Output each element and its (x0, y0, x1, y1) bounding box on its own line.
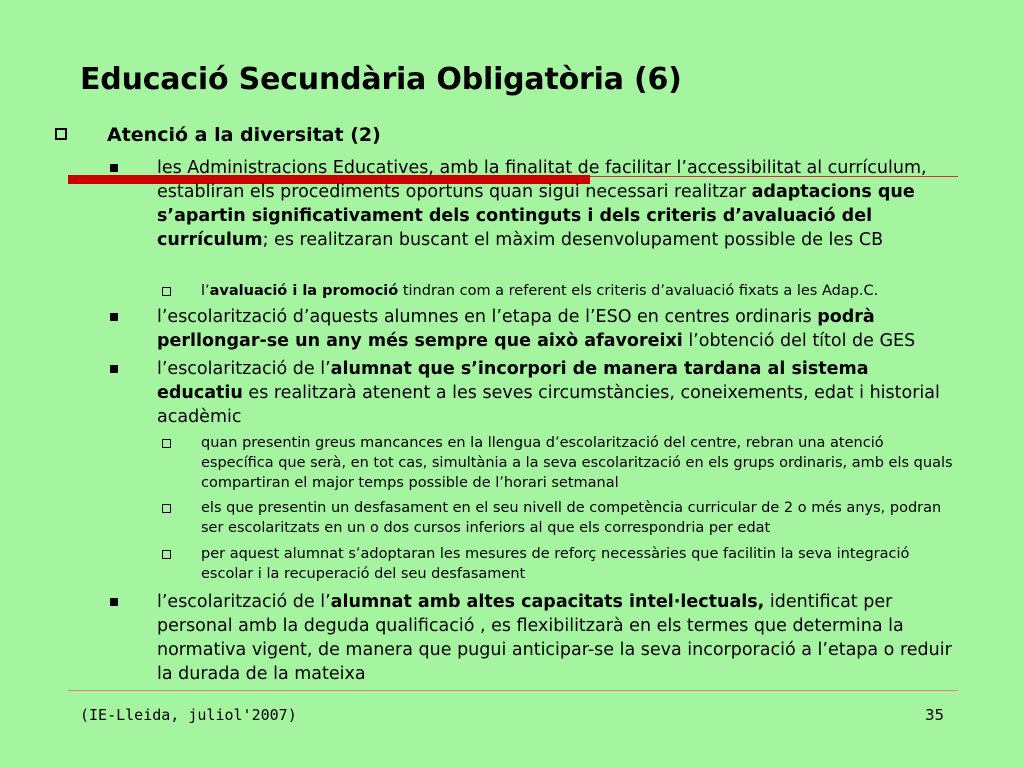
sub-bullet-item (201, 281, 956, 301)
hollow-square-bullet-icon (162, 287, 171, 296)
bullet-item (157, 357, 957, 429)
bullet-bold-text: alumnat que s’incorpori de manera tardana al sistema educatiu (157, 359, 869, 403)
square-bullet-icon (110, 313, 118, 321)
sub-bullet-text: per aquest alumnat s’adoptaran les mesures de reforç necessàries que facilitin la seva integració escolar i la recuperació del seu desfasament (201, 546, 910, 582)
sub-bullet-bold-text: avaluació i la promoció (209, 283, 399, 299)
square-bullet-icon (110, 365, 118, 373)
bullet-text: identificat per personal amb la deguda qualificació , es flexibilitzarà en els termes que determina la normativa vigent, de manera que pugui anticipar-se la seva incorporació a l’etapa o reduir la durada de la mateixa (157, 592, 952, 684)
bullet-text: ; es realitzaran buscant el màxim desenvolupament possible de les CB (262, 230, 884, 250)
sub-bullet-text: l’ (201, 283, 210, 299)
bullet-bold-text: podrà perllongar-se un any més sempre que això afavoreixi (157, 307, 875, 351)
sub-bullet-text: tindran com a referent els criteris d’avaluació fixats a les Adap.C. (398, 283, 879, 299)
sub-bullet-text: els que presentin un desfasament en el seu nivell de competència curricular de 2 o més anys, podran ser escolaritzats en un o dos cursos inferiors al que els correspondria per edat (201, 500, 942, 536)
bullet-bold-text: adaptacions que s’apartin significativament dels continguts i dels criteris d’avaluació del currículum (157, 182, 915, 250)
footer-source: (IE-Lleida, juliol'2007) (80, 706, 297, 724)
square-bullet-icon (110, 164, 118, 172)
bullet-bold-text: alumnat amb altes capacitats intel·lectuals, (330, 592, 765, 612)
square-bullet-icon (110, 598, 118, 606)
bullet-item (157, 590, 957, 686)
hollow-square-bullet-icon (162, 439, 171, 448)
slide-title: Educació Secundària Obligatòria (6) (80, 62, 682, 97)
bullet-text: les Administracions Educatives, amb la finalitat de facilitar l’accessibilitat al currículum, establiran els procediments oportuns quan sigui necessari realitzar (157, 158, 927, 202)
bullet-text: l’escolarització de l’ (157, 359, 331, 379)
sub-bullet-text: quan presentin greus mancances en la llengua d’escolarització del centre, rebran una atenció específica que serà, en tot cas, simultània a la seva escolarització en els grups ordinaris, amb els quals compartiran el major temps possible de l’horari setmanal (201, 435, 953, 491)
heading-text: Atenció a la diversitat (2) (107, 124, 381, 146)
sub-bullet-item (201, 498, 956, 538)
bullet-item (157, 156, 957, 252)
sub-bullet-item (201, 433, 956, 493)
hollow-square-bullet-icon (162, 504, 171, 513)
bullet-text: l’obtenció del títol de GES (682, 331, 916, 351)
bullet-text: l’escolarització d’aquests alumnes en l’etapa de l’ESO en centres ordinaris (157, 307, 818, 327)
bullet-item (157, 305, 957, 353)
bullet-text: es realitzarà atenent a les seves circumstàncies, coneixements, edat i historial acadèmic (157, 383, 940, 427)
page-number: 35 (925, 706, 945, 724)
bullet-text: l’escolarització de l’ (157, 592, 331, 612)
sub-bullet-item (201, 544, 956, 584)
footer-divider (68, 690, 958, 691)
hollow-square-bullet-icon (162, 550, 171, 559)
